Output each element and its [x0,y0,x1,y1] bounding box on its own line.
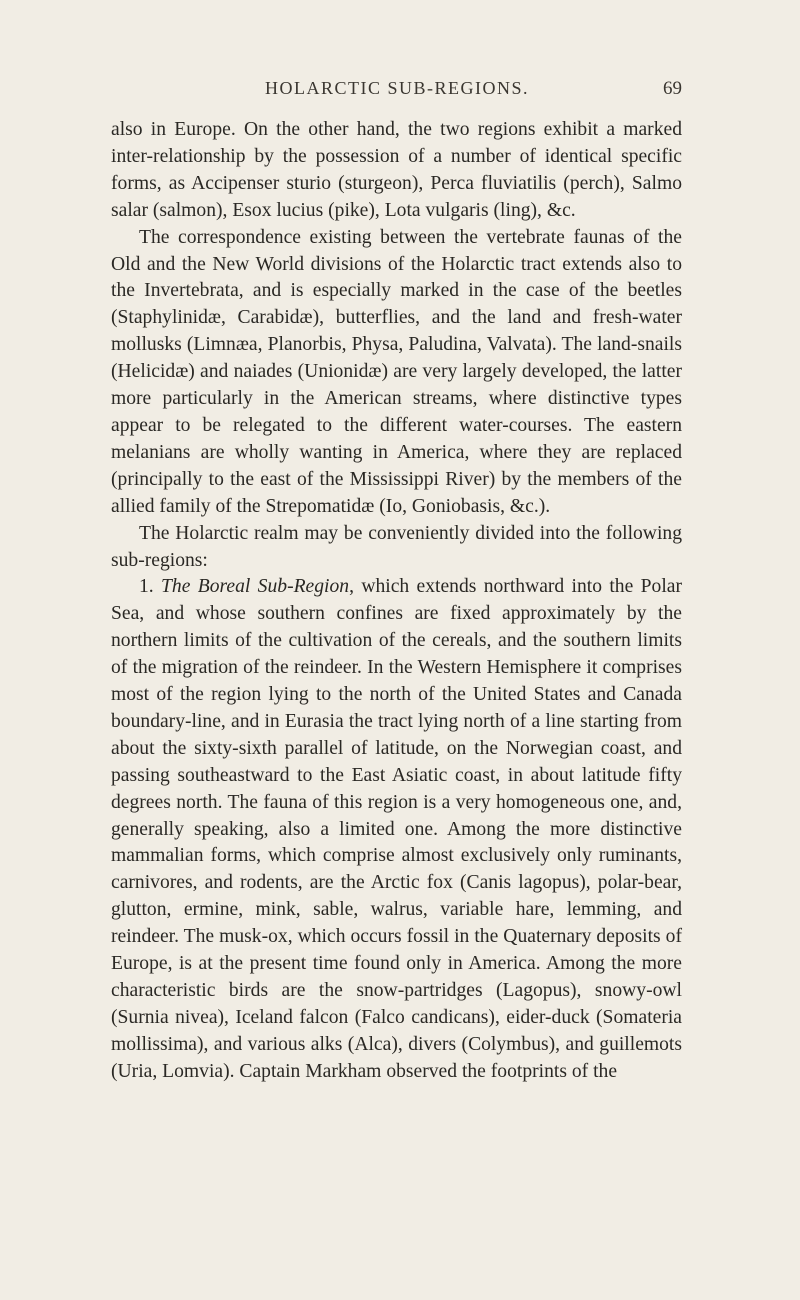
running-title: HOLARCTIC SUB-REGIONS. [264,78,529,98]
list-number: 1. [139,576,162,598]
sub-region-title: The Boreal Sub-Region [161,576,350,598]
paragraph-boreal-sub-region [111,574,682,1085]
running-head [112,78,682,104]
boreal-description: , which extends northward into the Polar Sea, and whose southern confines are fixed approximately by the northern limits of the cultivation of the cereals, and the southern limits of the migration of the reindeer. In the Western Hemisphere it comprises most of the region lying to the north of the United States and Canada boundary-line, and in Eurasia the tract lying north of a line starting from about the sixty-sixth parallel of latitude, on the Norwegian coast, and passing southeastward to the East Asiatic coast, in about latitude fifty degrees north. The fauna of this region is a very homogeneous one, and, generally speaking, also a limited one. Among the more distinctive mammalian forms, which comprise almost exclusively only ruminants, carnivores, and rodents, are the Arctic fox (Canis lagopus), polar-bear, glutton, ermine, mink, sable, walrus, variable hare, lemming, and reindeer. The musk-ox, which occurs fossil in the Quaternary deposits of Europe, is at the present time found only in America. Among the more characteristic birds are the snow-partridges (Lagopus), snowy-owl (Surnia nivea), Iceland falcon (Falco candicans), eider-duck (Somateria mollissima), and various alks (Alca), divers (Colymbus), and guillemots (Uria, Lomvia). Captain Markham observed the footprints of the [111,576,682,1082]
page-number: 69 [663,78,682,99]
paragraph-sub-regions-intro: The Holarctic realm may be conveniently divided into the following sub-regions: [111,522,682,571]
body-text [111,117,682,1086]
paragraph-continuation: also in Europe. On the other hand, the two regions exhibit a marked inter-relationship by the possession of a number of identical specific forms, as Accipenser sturio (sturgeon), Perca fluviatilis (perch), Salmo salar (salmon), Esox lucius (pike), Lota vulgaris (ling), &c. [111,119,682,221]
paragraph-invertebrata: The correspondence existing between the vertebrate faunas of the Old and the New World divisions of the Holarctic tract extends also to the Invertebrata, and is especially marked in the case of the beetles (Staphylinidæ, Carabidæ), butterflies, and the land and fresh-water mollusks (Limnæa, Planorbis, Physa, Paludina, Valvata). The land-snails (Helicidæ) and naiades (Unionidæ) are very largely developed, the latter more particularly in the American streams, where distinctive types appear to be relegated to the different water-courses. The eastern melanians are wholly wanting in America, where they are replaced (principally to the east of the Mississippi River) by the members of the allied family of the Strepomatidæ (Io, Goniobasis, &c.). [111,226,682,517]
